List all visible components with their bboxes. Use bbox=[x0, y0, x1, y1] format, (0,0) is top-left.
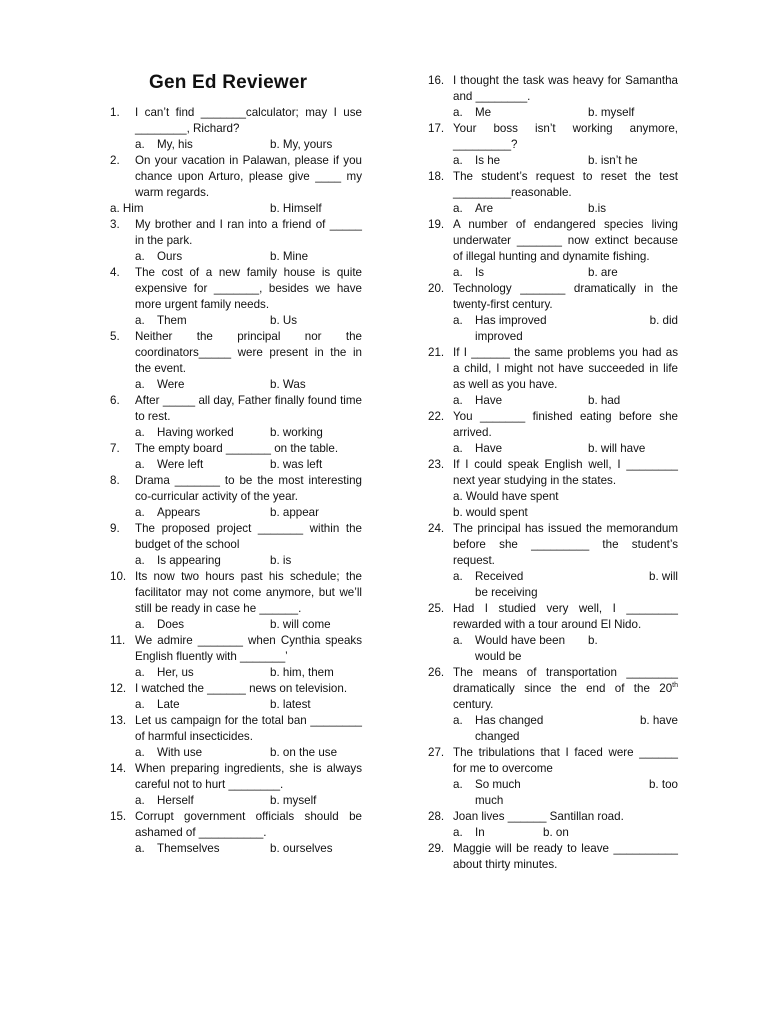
question-9: 9. The proposed project _______ within the budget of the school bbox=[110, 522, 362, 551]
question-25: 25. Had I studied very well, I ________ rewarded with a tour around El Nido. bbox=[428, 602, 678, 631]
question-28: 28. Joan lives ______ Santillan road. bbox=[428, 810, 624, 823]
answer-options-18: a. Are b.is bbox=[453, 202, 607, 215]
answer-options-3: a. Ours b. Mine bbox=[135, 250, 309, 263]
answer-options-7: a. Were left b. was left bbox=[135, 458, 323, 471]
answer-options-8: a. Appears b. appear bbox=[135, 506, 319, 519]
question-23: 23. If I could speak English well, I ________ next year studying in the states. bbox=[428, 458, 678, 487]
answer-continuation-27: much bbox=[475, 794, 504, 807]
answer-options-1: a. My, his b. My, yours bbox=[135, 138, 333, 151]
question-10: 10. Its now two hours past his schedule; the facilitator may not come anymore, but we’ll still be ready in case he ______. bbox=[110, 570, 362, 615]
question-18: 18. The student’s request to reset the test _________reasonable. bbox=[428, 170, 678, 199]
answer-options-5: a. Were b. Was bbox=[135, 378, 306, 391]
left-column bbox=[110, 105, 362, 857]
answer-options-28: a. In b. on bbox=[453, 826, 569, 839]
question-12: 12. I watched the ______ news on television. bbox=[110, 682, 348, 695]
question-20: 20. Technology _______ dramatically in the twenty-first century. bbox=[428, 282, 678, 311]
answer-options-21: a. Have b. had bbox=[453, 394, 621, 407]
answer-options-6: a. Having worked b. working bbox=[135, 426, 323, 439]
answer-options-14: a. Herself b. myself bbox=[135, 794, 317, 807]
answer-options-22: a. Have b. will have bbox=[453, 442, 646, 455]
right-column bbox=[428, 73, 678, 873]
question-29: 29. Maggie will be ready to leave __________ about thirty minutes. bbox=[428, 842, 678, 871]
question-21: 21. If I ______ the same problems you had as a child, I might not have succeeded in life as well as you have. bbox=[428, 346, 678, 391]
question-24: 24. The principal has issued the memorandum before she _________ the student’s request. bbox=[428, 522, 678, 567]
question-26: 26. The means of transportation ________ dramatically since the end of the 20th century. bbox=[428, 666, 678, 711]
answer-options-10: a. Does b. will come bbox=[135, 618, 331, 631]
question-11: 11. We admire _______ when Cynthia speaks English fluently with _______’ bbox=[110, 634, 362, 663]
answer-options-4: a. Them b. Us bbox=[135, 314, 298, 327]
answer-option-23-b: b. would spent bbox=[453, 506, 528, 519]
question-17: 17. Your boss isn’t working anymore, _________? bbox=[428, 122, 678, 151]
question-27: 27. The tribulations that I faced were ______ for me to overcome bbox=[428, 746, 678, 775]
answer-options-15: a. Themselves b. ourselves bbox=[135, 842, 333, 855]
question-3: 3. My brother and I ran into a friend of _____ in the park. bbox=[110, 218, 362, 247]
answer-options-19: a. Is b. are bbox=[453, 266, 618, 279]
question-7: 7. The empty board _______ on the table. bbox=[110, 442, 339, 455]
question-2: 2. On your vacation in Palawan, please if you chance upon Arturo, please give ____ my warm regards. bbox=[110, 154, 362, 199]
answer-options-2: a. Him b. Himself bbox=[110, 202, 322, 215]
answer-options-17: a. Is he b. isn’t he bbox=[453, 154, 638, 167]
answer-options-26: a. Has changed b. have bbox=[453, 714, 678, 727]
question-14: 14. When preparing ingredients, she is always careful not to hurt ________. bbox=[110, 762, 362, 791]
answer-options-9: a. Is appearing b. is bbox=[135, 554, 292, 567]
question-5: 5. Neither the principal nor the coordinators_____ were present in the in the event. bbox=[110, 330, 362, 375]
answer-option-23-a: a. Would have spent bbox=[453, 490, 559, 503]
answer-options-24: a. Received b. will bbox=[453, 570, 678, 583]
answer-options-12: a. Late b. latest bbox=[135, 698, 311, 711]
question-16: 16. I thought the task was heavy for Samantha and ________. bbox=[428, 74, 678, 103]
question-6: 6. After _____ all day, Father finally found time to rest. bbox=[110, 394, 362, 423]
question-19: 19. A number of endangered species living underwater _______ now extinct because of illegal hunting and dynamite fishing. bbox=[428, 218, 678, 263]
answer-options-13: a. With use b. on the use bbox=[135, 746, 338, 759]
question-15: 15. Corrupt government officials should be ashamed of __________. bbox=[110, 810, 362, 839]
question-13: 13. Let us campaign for the total ban ________ of harmful insecticides. bbox=[110, 714, 362, 743]
question-8: 8. Drama _______ to be the most interesting co-curricular activity of the year. bbox=[110, 474, 362, 503]
answer-continuation-24: be receiving bbox=[475, 586, 538, 599]
answer-options-11: a. Her, us b. him, them bbox=[135, 666, 334, 679]
answer-options-20: a. Has improved b. did bbox=[453, 314, 678, 327]
answer-continuation-25: would be bbox=[475, 650, 522, 663]
question-22: 22. You _______ finished eating before she arrived. bbox=[428, 410, 678, 439]
answer-options-25: a. Would have been b. bbox=[453, 634, 598, 647]
answer-continuation-20: improved bbox=[475, 330, 523, 343]
answer-options-16: a. Me b. myself bbox=[453, 106, 635, 119]
question-4: 4. The cost of a new family house is quite expensive for _______, besides we have more urgent family needs. bbox=[110, 266, 362, 311]
question-1: 1. I can’t find _______calculator; may I use ________, Richard? bbox=[110, 106, 362, 135]
page-title: Gen Ed Reviewer bbox=[149, 72, 308, 93]
answer-continuation-26: changed bbox=[475, 730, 520, 743]
answer-options-27: a. So much b. too bbox=[453, 778, 678, 791]
